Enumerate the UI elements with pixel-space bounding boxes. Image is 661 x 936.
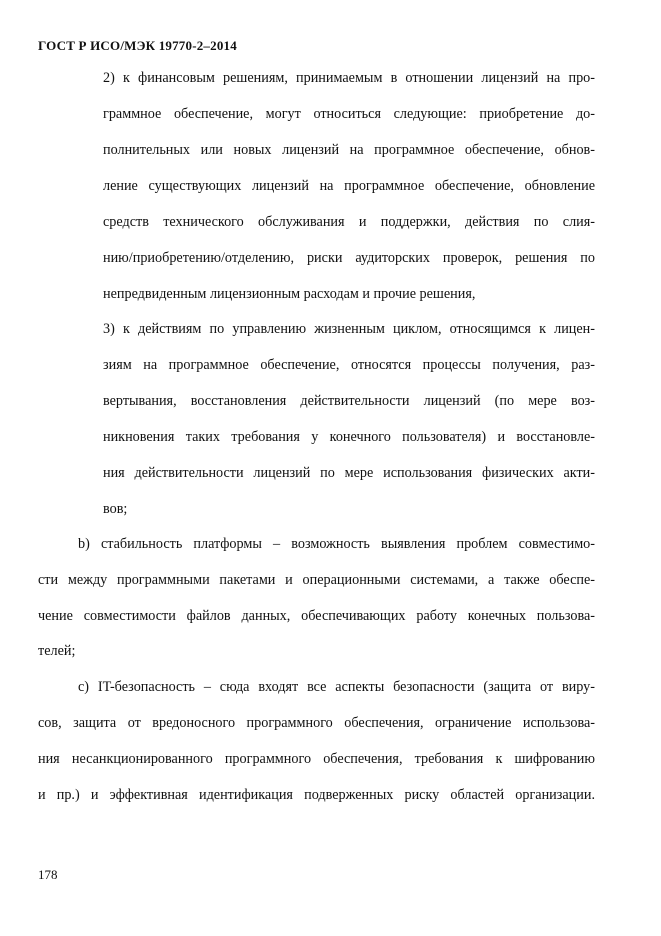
text-line: нию/приобретению/отделению, риски аудиторских проверок, решения по	[103, 250, 595, 266]
text-line: 2) к финансовым решениям, принимаемым в отношении лицензий на про-	[103, 70, 595, 86]
text-line: ния несанкционированного программного обеспечения, требования к шифрованию	[38, 751, 595, 767]
text-line: сти между программными пакетами и операционными системами, а также обеспе-	[38, 572, 595, 588]
text-line: ния действительности лицензий по мере использования физических акти-	[103, 465, 595, 481]
text-line: зиям на программное обеспечение, относятся процессы получения, раз-	[103, 357, 595, 373]
text-line: никновения таких требования у конечного пользователя) и восстановле-	[103, 429, 595, 445]
text-line: граммное обеспечение, могут относиться следующие: приобретение до-	[103, 106, 595, 122]
text-line: чение совместимости файлов данных, обеспечивающих работу конечных пользова-	[38, 608, 595, 624]
text-line: вертывания, восстановления действительности лицензий (по мере воз-	[103, 393, 595, 409]
text-line: b) стабильность платформы – возможность выявления проблем совместимо-	[78, 536, 595, 552]
text-line: непредвиденным лицензионным расходам и прочие решения,	[103, 286, 476, 302]
document-header: ГОСТ Р ИСО/МЭК 19770-2–2014	[38, 38, 237, 53]
text-line: сов, защита от вредоносного программного обеспечения, ограничение использова-	[38, 715, 595, 731]
text-line: полнительных или новых лицензий на программное обеспечение, обнов-	[103, 142, 595, 158]
text-line: телей;	[38, 643, 76, 659]
text-line: и пр.) и эффективная идентификация подверженных риску областей организации.	[38, 787, 595, 803]
text-line: c) IT-безопасность – сюда входят все аспекты безопасности (защита от виру-	[78, 679, 595, 695]
text-line: вов;	[103, 501, 128, 517]
text-line: средств технического обслуживания и поддержки, действия по слия-	[103, 214, 595, 230]
page-number: 178	[38, 867, 58, 882]
text-line: 3) к действиям по управлению жизненным циклом, относящимся к лицен-	[103, 321, 595, 337]
text-line: ление существующих лицензий на программное обеспечение, обновление	[103, 178, 595, 194]
